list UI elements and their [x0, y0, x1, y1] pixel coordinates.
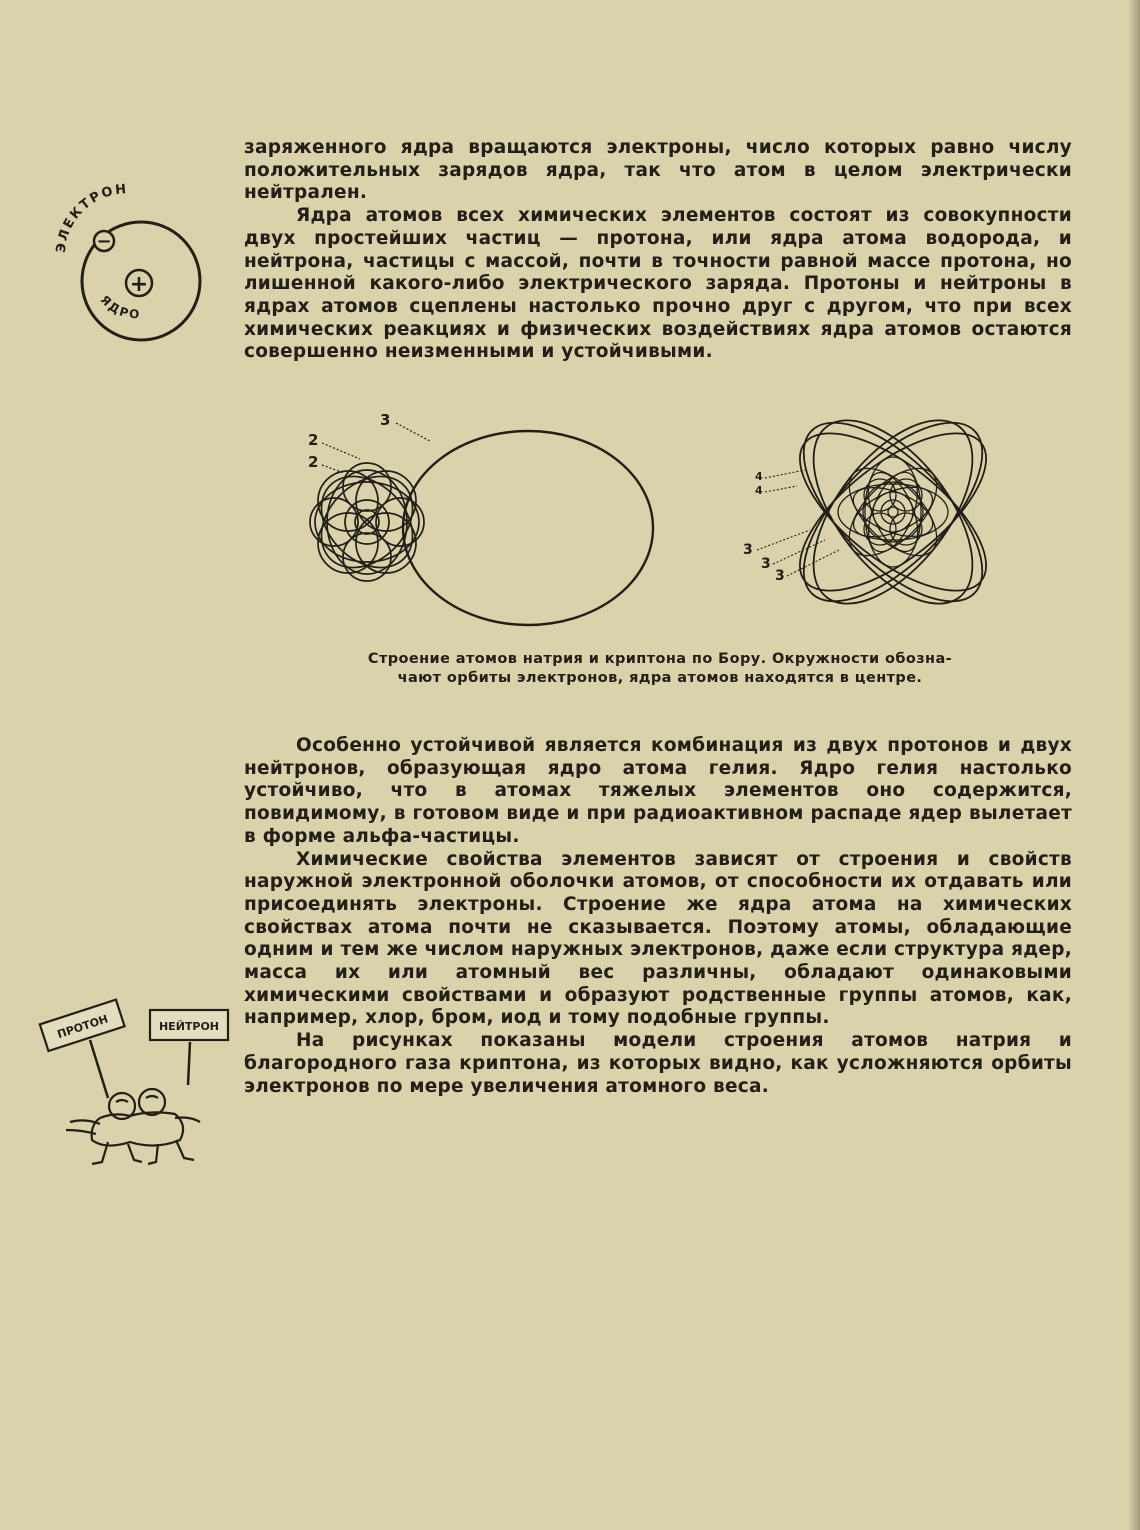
neutron-sign [150, 1010, 228, 1040]
proton-sign-label: ПРОТОН [55, 1012, 110, 1042]
electron-label: ЭЛЕКТРОН [53, 182, 129, 254]
particle-figures [66, 1089, 200, 1164]
orbit-label: 3 [775, 568, 785, 584]
proton-sign [40, 1000, 125, 1051]
page-edge-shadow [1128, 0, 1140, 1530]
inner-orbits [303, 458, 430, 585]
caption-line: чают орбиты электронов, ядра атомов находятся в центре. [397, 670, 923, 686]
orbit-label: 2 [308, 431, 319, 449]
nucleus-symbol: + [129, 272, 149, 297]
body-text-top [244, 137, 1072, 364]
orbit-label: 4 [755, 470, 763, 483]
proton-neutron-cartoon [30, 990, 230, 1175]
figure-caption [300, 650, 1020, 688]
orbit-label: 3 [761, 556, 771, 572]
orbit-label: 4 [755, 484, 763, 497]
outer-orbit-3 [403, 431, 653, 625]
body-text-bottom [244, 735, 1072, 1098]
orbit-label: 2 [308, 453, 319, 471]
orbit-label: 3 [380, 411, 391, 429]
caption-line: Строение атомов натрия и криптона по Бору. Окружности обозна- [367, 651, 953, 667]
orbit-label: 3 [743, 542, 753, 558]
paragraph: Особенно устойчивой является комбинация из двух протонов и двух нейтронов, образующая ядро атома гелия. Ядро гелия настолько устойчиво, что в атомах тяжелых элементов оно содержится, повидимому, в готовом виде и при радиоактивном распаде ядер вылетает в форме альфа-частицы. [244, 735, 1072, 847]
sodium-atom-diagram [300, 405, 670, 640]
outer-orbit [783, 400, 1003, 625]
paragraph: заряженного ядра вращаются электроны, число которых равно числу положительных зарядов ядра, так что атом в целом электрически нейтрален. [244, 137, 1072, 204]
atom-margin-illustration [50, 175, 220, 355]
outer-orbit [783, 400, 1003, 625]
svg-text:ЭЛЕКТРОН [54, 182, 129, 254]
paragraph: Химические свойства элементов зависят от строения и свойств наружной электронной оболочки атомов, от способности их отдавать или присоединять электроны. Строение же ядра атома на химических свойствах атома почти не сказывается. Поэтому атомы, обладающие одним и тем же числом наружных электронов, даже если структура ядер, масса их или атомный вес различны, обладают одинаковыми химическими свойствами и образуют родственные группы атомов, как, например, хлор, бром, иод и тому подобные группы. [244, 848, 1072, 1029]
neutron-sign-label: НЕЙТРОН [158, 1020, 220, 1033]
nucleus-label: ЯДРО [97, 292, 142, 322]
paragraph: Ядра атомов всех химических элементов состоят из совокупности двух простейших частиц — протона, или ядра атома водорода, и нейтрона, частицы с массой, почти в точности равной массе протона, но лишенной какого-либо электрического заряда. Протоны и нейтроны в ядрах атомов сцеплены настолько прочно друг с другом, что при всех химических реакциях и физических воздействиях ядра атомов остаются совершенно неизменными и устойчивыми. [244, 205, 1072, 363]
electron-symbol: − [96, 231, 112, 252]
krypton-atom-diagram [735, 400, 1020, 625]
paragraph: На рисунках показаны модели строения атомов натрия и благородного газа криптона, из которых видно, как усложняются орбиты электронов по мере увеличения атомного веса. [244, 1030, 1072, 1097]
